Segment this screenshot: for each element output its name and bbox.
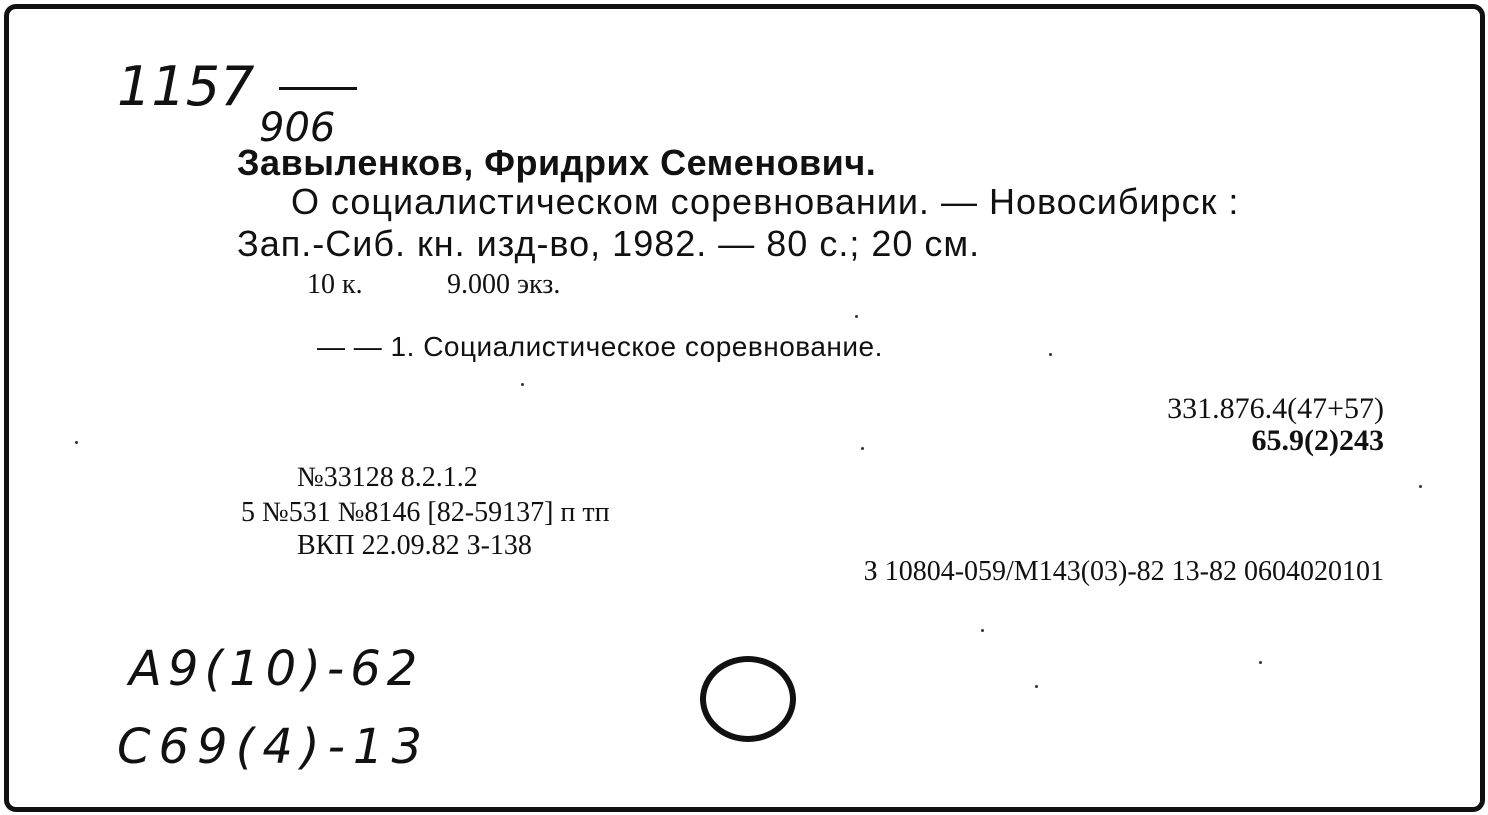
scan-speck (861, 447, 864, 450)
scan-speck (75, 441, 78, 444)
handwritten-code-a: A9(10)-62 (129, 641, 424, 697)
scan-speck (1035, 685, 1038, 688)
scan-speck (981, 629, 984, 632)
price: 10 к. (307, 269, 363, 300)
registry-line-3: ВКП 22.09.82 З-138 (297, 530, 532, 561)
handwritten-number: 1157 (117, 55, 255, 118)
bbk-code: 65.9(2)243 (1251, 424, 1384, 457)
udc-code: 331.876.4(47+57) (1167, 392, 1384, 425)
title-line-1: О социалистическом соревновании. — Новосибирск : (291, 181, 1240, 222)
subject-heading: — — 1. Социалистическое соревнование. (317, 331, 883, 362)
scan-speck (1049, 353, 1052, 356)
handwritten-fraction-bar (279, 87, 357, 90)
scan-speck (1419, 485, 1422, 488)
publisher-code: З 10804-059/М143(03)-82 13-82 0604020101 (863, 556, 1384, 587)
scan-speck (521, 383, 524, 386)
scan-speck (855, 315, 858, 318)
scan-speck (1259, 661, 1262, 664)
handwritten-code-c: C69(4)-13 (117, 719, 430, 775)
print-run: 9.000 экз. (447, 269, 561, 300)
title-line-2: Зап.-Сиб. кн. изд-во, 1982. — 80 с.; 20 см. (237, 223, 981, 264)
handwritten-denominator: 906 (259, 105, 336, 151)
author-heading: Завыленков, Фридрих Семенович. (237, 142, 877, 183)
punch-hole-icon (700, 656, 796, 742)
registry-line-2: 5 №531 №8146 [82-59137] п тп (241, 497, 610, 528)
catalog-card (4, 4, 1485, 812)
registry-line-1: №33128 8.2.1.2 (297, 462, 478, 493)
